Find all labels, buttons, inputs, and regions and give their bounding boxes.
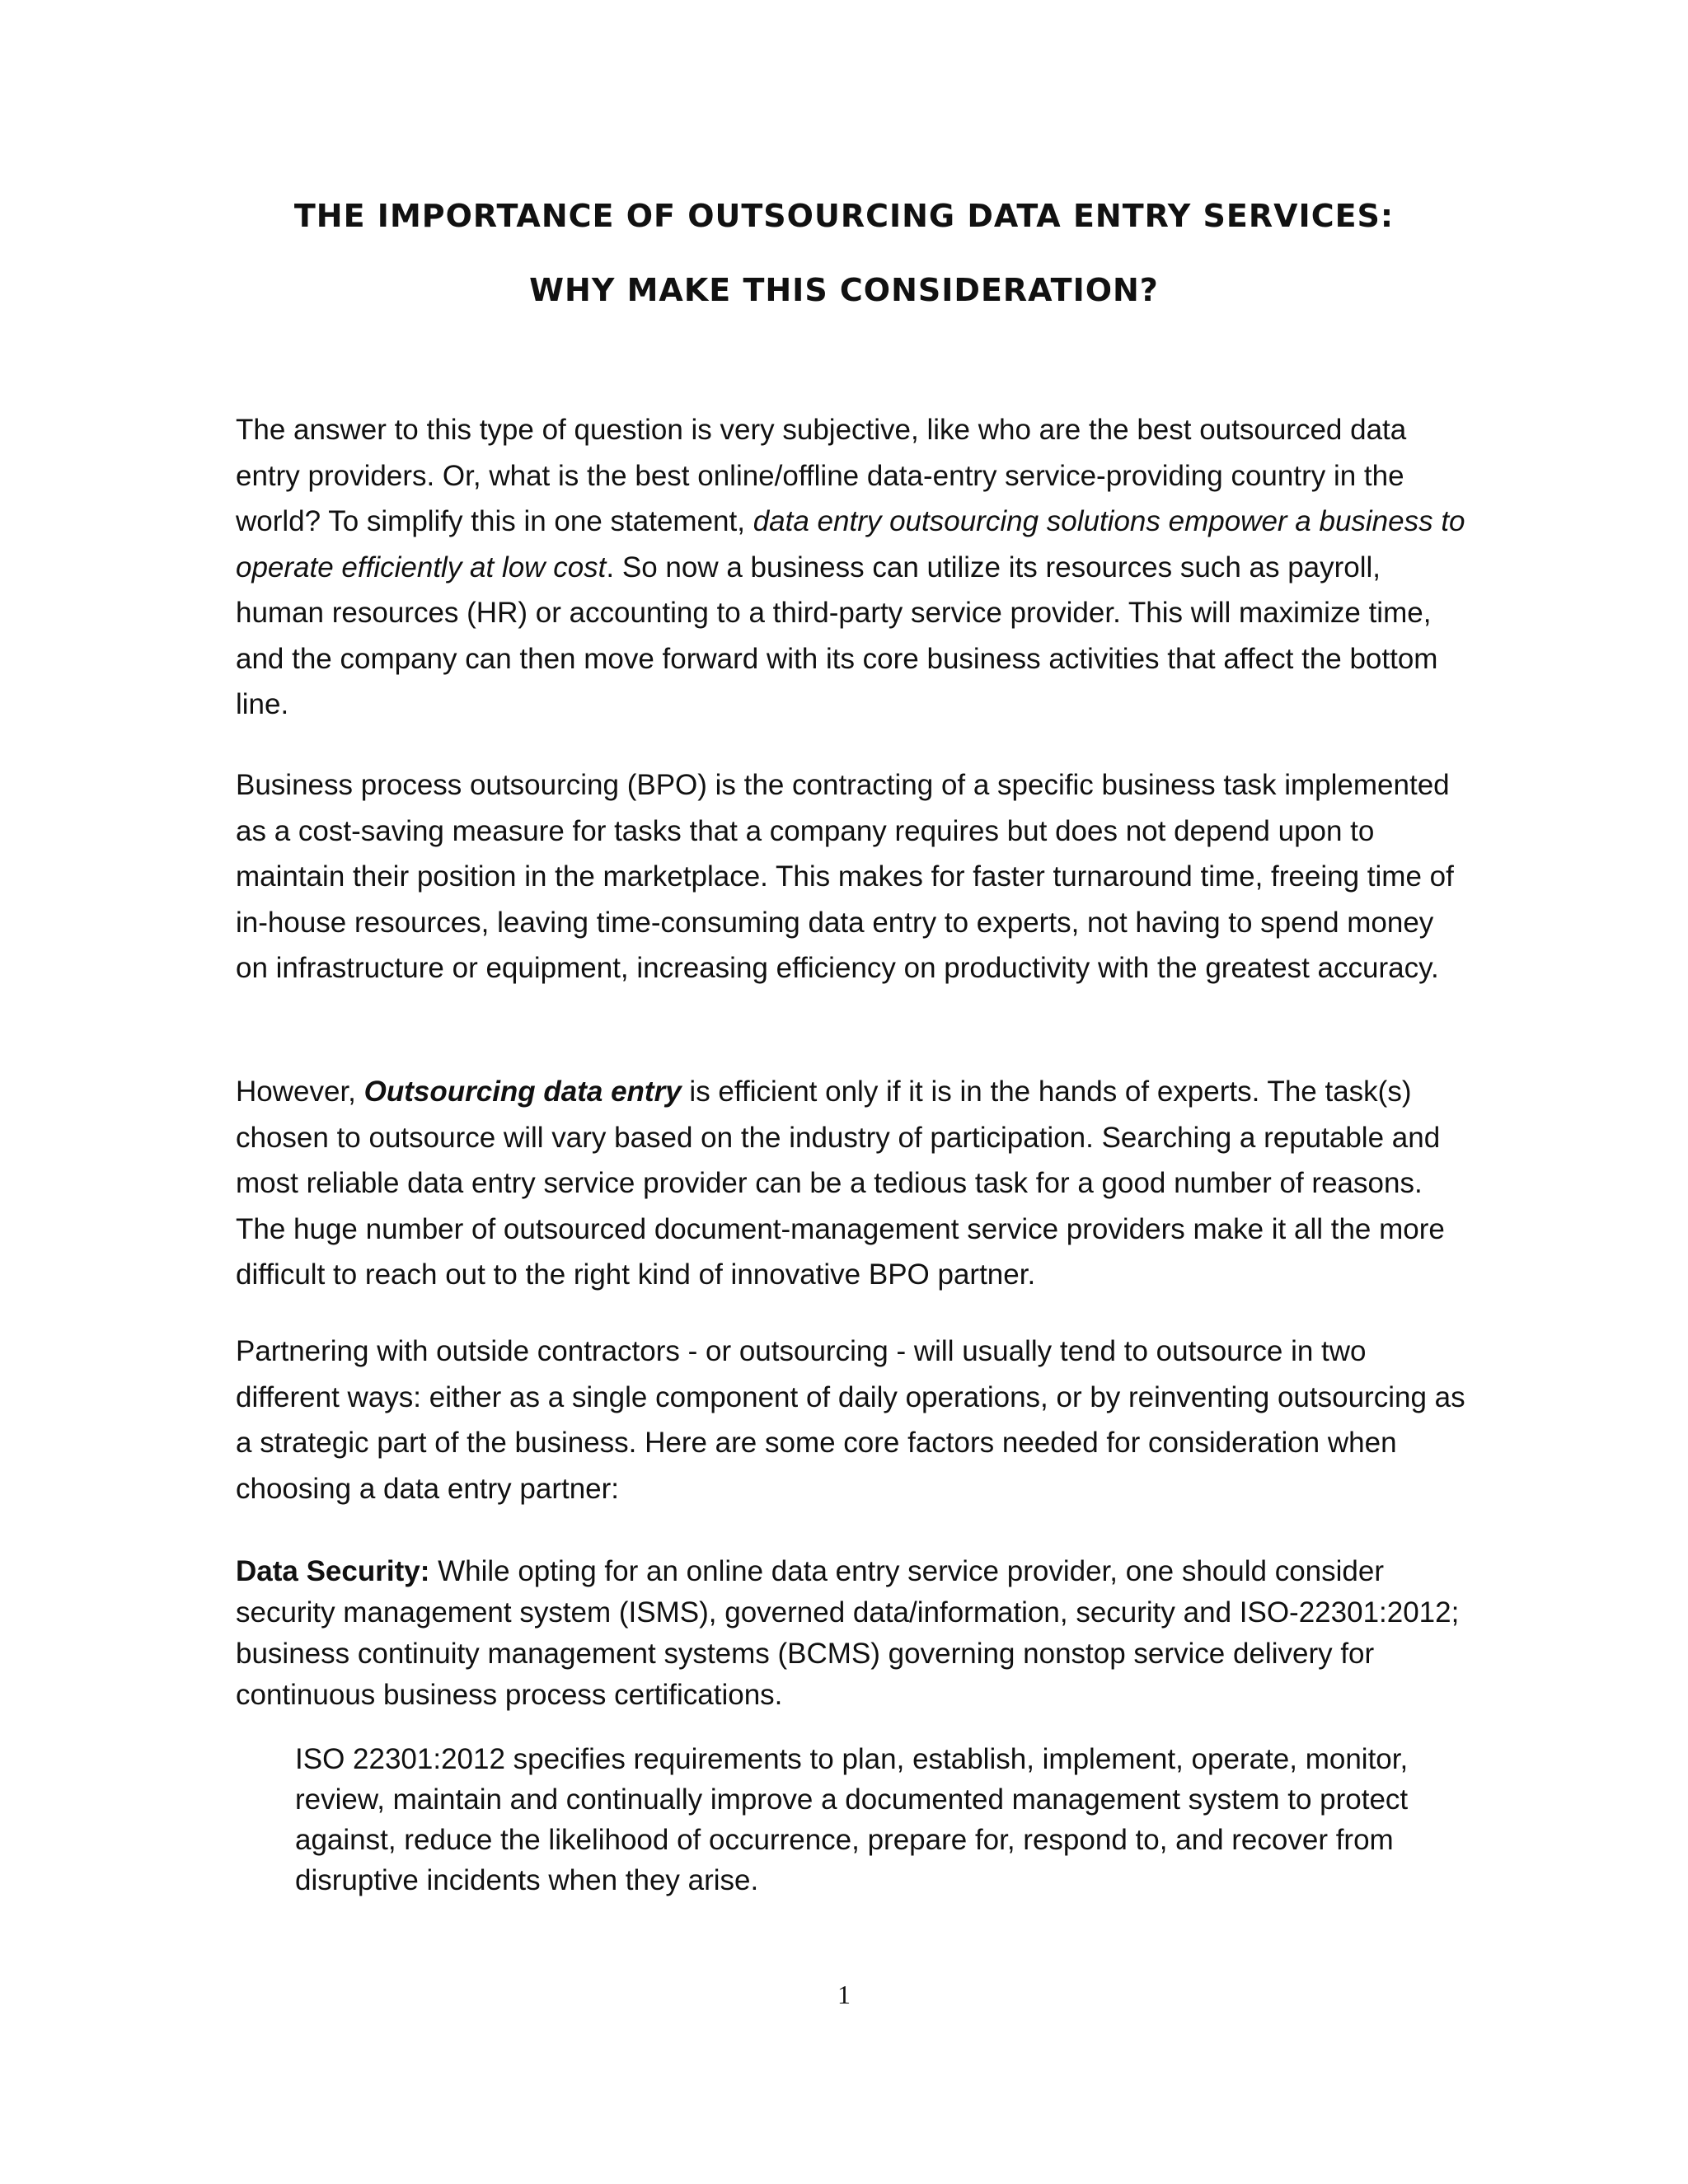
paragraph-however-text-a: However, — [236, 1076, 364, 1108]
paragraph-intro-italic: data entry outsourcing solutions empower a business to operate efficiently at low cost — [236, 505, 1465, 583]
iso-quote: ISO 22301:2012 specifies requirements to plan, establish, implement, operate, monitor, review, maintain and continually improve a documented management system to protect against, reduce the likelihood of occurrence, prepare for, respond to, and recover from disruptive incidents when they arise. — [295, 1743, 1409, 1896]
page-number: 1 — [837, 1980, 851, 2009]
paragraph-however — [236, 1069, 1472, 1298]
paragraph-however-bold-italic: Outsourcing data entry — [363, 1076, 682, 1108]
data-security-text: While opting for an online data entry service provider, one should consider security management system (ISMS), governed data/information, security and ISO-22301:2012; business continuity management systems (BCMS) governing nonstop service delivery for continuous business process certifications. — [236, 1555, 1460, 1711]
paragraph-intro-text-a: The answer to this type of question is very subjective, like who are the best outsourced data entry providers. Or, what is the best online/offline data-entry service-providing country in the world? To simplify this in one statement, — [236, 414, 1407, 537]
document-title-line-1: THE IMPORTANCE OF OUTSOURCING DATA ENTRY SERVICES: — [293, 198, 1395, 234]
paragraph-however-text-b: is efficient only if it is in the hands of experts. The task(s) chosen to outsource will vary based on the industry of participation. Searching a reputable and most reliable data entry service provider can be a tedious task for a good number of reasons. The huge number of outsourced document-management service providers make it all the more difficult to reach out to the right kind of innovative BPO partner. — [236, 1076, 1445, 1291]
paragraph-data-security — [236, 1551, 1472, 1716]
paragraph-partnering: Partnering with outside contractors - or outsourcing - will usually tend to outsource in two different ways: either as a single component of daily operations, or by reinventing outsourcing as a strategic part of the business. Here are some core factors needed for consideration when choosing a data entry partner: — [236, 1335, 1465, 1505]
document-title-line-2: WHY MAKE THIS CONSIDERATION? — [529, 272, 1159, 308]
paragraph-intro-text-b: . So now a business can utilize its resources such as payroll, human resources (HR) or accounting to a third-party service provider. This will maximize time, and the company can then move forward with its core business activities that affect the bottom line. — [236, 551, 1438, 720]
paragraph-intro — [236, 407, 1472, 728]
paragraph-bpo: Business process outsourcing (BPO) is the contracting of a specific business task implemented as a cost-saving measure for tasks that a company requires but does not depend upon to maintain their position in the marketplace. This makes for faster turnaround time, freeing time of in-house resources, leaving time-consuming data entry to experts, not having to spend money on infrastructure or equipment, increasing efficiency on productivity with the greatest accuracy. — [236, 769, 1454, 984]
data-security-label: Data Security: — [236, 1555, 430, 1587]
